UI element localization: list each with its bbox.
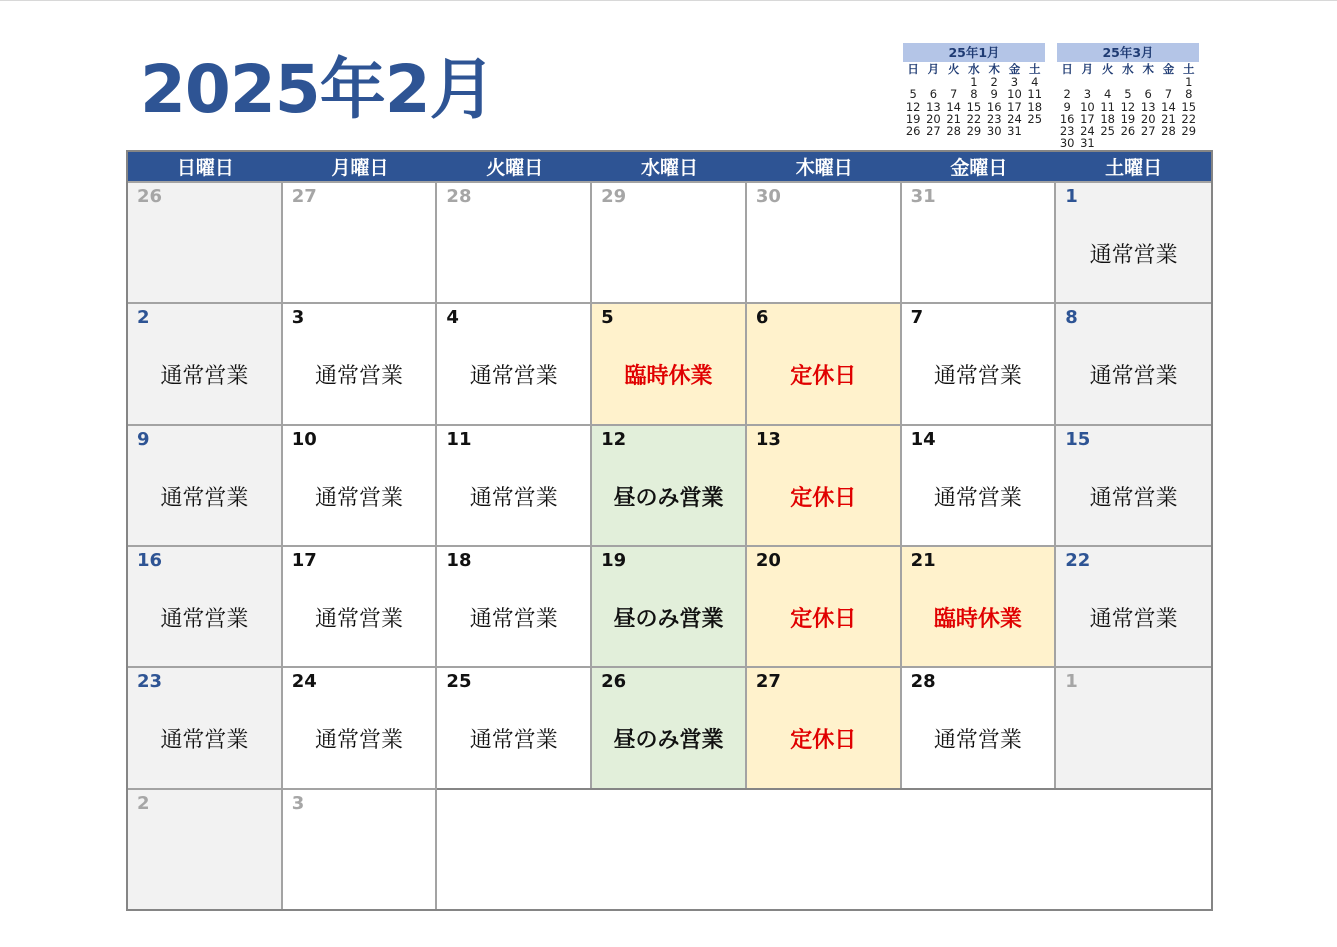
mini-day: 3 (1083, 87, 1092, 102)
day-cell[interactable] (128, 181, 283, 302)
business-status-label: 定休日 (790, 607, 857, 632)
mini-day: 4 (1104, 87, 1112, 102)
mini-day: 12 (905, 99, 921, 114)
mini-day (1025, 125, 1045, 137)
mini-day: 11 (1027, 87, 1043, 102)
day-number: 1 (1065, 671, 1078, 693)
weekday-header-wed: 水曜日 (592, 152, 747, 181)
mini-weekday-label: 月 (1081, 62, 1094, 76)
day-number: 22 (1065, 550, 1091, 571)
day-number: 4 (446, 307, 459, 329)
day-cell[interactable] (1056, 181, 1211, 302)
mini-day: 28 (1161, 124, 1176, 139)
mini-weekday-label: 水 (968, 62, 980, 76)
mini-day (1179, 137, 1199, 149)
mini-day: 10 (1007, 87, 1022, 102)
day-number: 7 (910, 307, 924, 329)
day-number: 30 (755, 186, 781, 207)
mini-day: 27 (926, 124, 941, 139)
day-cell[interactable] (437, 424, 592, 545)
day-number: 3 (291, 792, 305, 814)
mini-day: 14 (1161, 99, 1176, 114)
mini-weekday-label: 日 (1061, 62, 1073, 76)
business-status-label: 通常営業 (469, 364, 558, 390)
business-status-label: 通常営業 (1089, 485, 1178, 511)
mini-day: 20 (1140, 111, 1156, 126)
mini-day: 17 (1007, 99, 1022, 114)
day-cell[interactable] (437, 181, 592, 302)
day-cell[interactable] (128, 545, 283, 666)
mini-weekday-label: 土 (1182, 62, 1195, 76)
mini-day: 19 (1120, 111, 1136, 126)
day-number: 28 (446, 186, 472, 207)
day-number: 31 (910, 186, 936, 207)
day-cell[interactable] (128, 424, 283, 545)
mini-day: 28 (946, 124, 961, 139)
mini-calendar-grid (903, 62, 1045, 137)
day-number: 14 (910, 428, 936, 450)
mini-day: 22 (966, 111, 982, 126)
mini-day: 30 (986, 124, 1002, 139)
business-status-label: 定休日 (790, 485, 857, 511)
business-status-label: 通常営業 (1089, 243, 1178, 268)
day-cell[interactable] (283, 181, 438, 302)
mini-day: 24 (1007, 111, 1022, 126)
business-status-label: 通常営業 (469, 607, 558, 632)
business-status-label: 昼のみ営業 (613, 485, 724, 511)
mini-day: 2 (990, 75, 998, 89)
mini-weekday-label: 金 (1162, 62, 1175, 76)
mini-day: 26 (1120, 124, 1136, 139)
weekday-header-tue: 火曜日 (437, 152, 592, 181)
mini-day: 13 (926, 99, 941, 114)
day-cell[interactable] (1056, 424, 1211, 545)
mini-day: 31 (1007, 124, 1022, 139)
mini-calendar-title: 25年3月 (1057, 43, 1199, 62)
business-status-label: 臨時休業 (624, 364, 713, 390)
business-status-label: 通常営業 (160, 728, 249, 754)
day-cell[interactable] (283, 788, 438, 909)
mini-day: 6 (929, 87, 938, 102)
day-cell[interactable] (1056, 545, 1211, 666)
mini-day: 13 (1140, 99, 1156, 114)
business-status-label: 通常営業 (1089, 607, 1178, 632)
mini-day: 18 (1100, 111, 1115, 126)
weekday-header-mon: 月曜日 (283, 152, 438, 181)
day-cell[interactable] (747, 181, 902, 302)
mini-day: 1 (1185, 75, 1193, 89)
day-cell[interactable] (283, 545, 438, 666)
day-cell[interactable] (592, 666, 747, 787)
mini-weekday-label: 火 (947, 62, 960, 76)
mini-day: 7 (950, 87, 958, 102)
weekday-header-sun: 日曜日 (128, 152, 283, 181)
day-number: 12 (601, 428, 627, 450)
mini-day (1098, 137, 1118, 149)
day-cell[interactable] (747, 424, 902, 545)
business-status-label: 通常営業 (1089, 364, 1178, 390)
business-status-label: 定休日 (790, 728, 857, 754)
mini-calendar-title: 25年1月 (903, 43, 1045, 62)
day-cell[interactable] (1056, 302, 1211, 423)
day-number: 11 (446, 428, 472, 450)
day-cell[interactable] (283, 666, 438, 787)
mini-weekday-label: 土 (1028, 62, 1041, 76)
day-number: 1 (1065, 186, 1078, 207)
mini-day: 9 (1063, 99, 1071, 114)
mini-day: 21 (946, 111, 961, 126)
mini-day: 16 (986, 99, 1002, 114)
mini-day: 25 (1100, 124, 1115, 139)
mini-calendar-next-month (1057, 43, 1199, 150)
top-divider (0, 0, 1337, 1)
day-number: 28 (910, 671, 936, 693)
mini-weekday-label: 水 (1122, 62, 1134, 76)
business-status-label: 通常営業 (933, 728, 1022, 754)
day-cell[interactable] (747, 545, 902, 666)
mini-weekday-label: 月 (927, 62, 940, 76)
mini-day: 12 (1120, 99, 1136, 114)
day-cell[interactable] (747, 302, 902, 423)
day-number: 10 (291, 428, 317, 450)
business-status-label: 通常営業 (315, 607, 404, 632)
day-cell[interactable] (592, 545, 747, 666)
mini-day: 9 (990, 87, 998, 102)
mini-day: 8 (970, 87, 978, 102)
business-status-label: 通常営業 (933, 364, 1022, 390)
day-cell[interactable] (1056, 666, 1211, 787)
day-cell[interactable] (437, 302, 592, 423)
mini-day: 11 (1100, 99, 1115, 114)
day-number: 8 (1065, 307, 1078, 329)
mini-day: 30 (1059, 136, 1075, 151)
business-status-label: 昼のみ営業 (613, 728, 724, 754)
day-cell[interactable] (902, 424, 1057, 545)
day-number: 19 (601, 550, 627, 571)
day-cell[interactable] (128, 788, 283, 909)
mini-day: 16 (1059, 111, 1075, 126)
day-number: 3 (291, 307, 305, 329)
mini-day: 29 (966, 124, 982, 139)
day-cell[interactable] (128, 666, 283, 787)
day-number: 13 (755, 428, 781, 450)
day-number: 29 (601, 186, 627, 207)
mini-weekday-label: 木 (988, 62, 1000, 76)
day-cell[interactable] (902, 181, 1057, 302)
day-cell[interactable] (902, 545, 1057, 666)
day-cell[interactable] (283, 302, 438, 423)
page-title: 2025年2月 (140, 51, 495, 128)
mini-day: 31 (1080, 136, 1095, 151)
business-status-label: 通常営業 (315, 728, 404, 754)
mini-weekday-label: 日 (907, 62, 919, 76)
day-number: 6 (755, 307, 769, 329)
mini-day: 24 (1080, 124, 1095, 139)
mini-day: 15 (1181, 99, 1197, 114)
month-calendar-grid (126, 150, 1213, 911)
mini-day: 2 (1063, 87, 1071, 102)
day-cell[interactable] (592, 424, 747, 545)
mini-day: 27 (1140, 124, 1156, 139)
day-cell[interactable] (902, 666, 1057, 787)
mini-day (1138, 137, 1158, 149)
mini-calendar-prev-month (903, 43, 1045, 137)
business-status-label: 通常営業 (315, 364, 404, 390)
day-number: 26 (601, 671, 627, 693)
day-number: 18 (446, 550, 472, 571)
day-number: 9 (137, 428, 150, 450)
mini-day: 29 (1181, 124, 1197, 139)
mini-day: 15 (966, 99, 982, 114)
day-number: 27 (755, 671, 781, 693)
mini-day: 1 (970, 75, 978, 89)
mini-day: 23 (986, 111, 1002, 126)
day-number: 2 (137, 792, 150, 814)
mini-day: 6 (1144, 87, 1152, 102)
day-number: 27 (291, 186, 317, 207)
weekday-header-thu: 木曜日 (747, 152, 902, 181)
empty-area (437, 788, 1211, 909)
day-number: 21 (910, 550, 936, 571)
weekday-header-fri: 金曜日 (902, 152, 1057, 181)
mini-day: 20 (926, 111, 941, 126)
day-cell[interactable] (283, 424, 438, 545)
day-cell[interactable] (592, 302, 747, 423)
business-status-label: 通常営業 (469, 485, 558, 511)
day-cell[interactable] (128, 302, 283, 423)
day-number: 17 (291, 550, 317, 571)
day-number: 20 (755, 550, 781, 571)
mini-weekday-label: 金 (1008, 62, 1021, 76)
mini-day (1158, 137, 1178, 149)
business-status-label: 通常営業 (160, 607, 249, 632)
business-status-label: 通常営業 (469, 728, 558, 754)
day-number: 16 (137, 550, 163, 571)
mini-day: 19 (905, 111, 921, 126)
mini-day: 3 (1010, 75, 1019, 89)
business-status-label: 定休日 (790, 364, 857, 390)
business-status-label: 通常営業 (160, 485, 249, 511)
weekday-header-sat: 土曜日 (1056, 152, 1211, 181)
day-number: 23 (137, 671, 163, 693)
mini-day: 18 (1027, 99, 1043, 114)
mini-day: 5 (1124, 87, 1132, 102)
mini-day: 4 (1031, 75, 1039, 89)
day-number: 26 (137, 186, 163, 207)
mini-day: 26 (905, 124, 921, 139)
mini-day (1118, 137, 1138, 149)
day-number: 24 (291, 671, 317, 693)
mini-day: 25 (1027, 111, 1043, 126)
mini-calendar-grid (1057, 62, 1199, 150)
business-status-label: 通常営業 (933, 485, 1022, 511)
day-number: 2 (137, 307, 150, 329)
mini-day: 14 (946, 99, 961, 114)
day-cell[interactable] (592, 181, 747, 302)
business-status-label: 臨時休業 (933, 607, 1022, 632)
mini-day: 10 (1080, 99, 1095, 114)
day-cell[interactable] (437, 666, 592, 787)
mini-weekday-label: 火 (1101, 62, 1114, 76)
mini-day: 7 (1164, 87, 1173, 102)
mini-day: 8 (1185, 87, 1193, 102)
business-status-label: 昼のみ営業 (613, 607, 724, 632)
day-cell[interactable] (902, 302, 1057, 423)
day-number: 15 (1065, 428, 1091, 450)
day-number: 5 (601, 307, 614, 329)
mini-day: 17 (1080, 111, 1095, 126)
mini-day: 5 (909, 87, 917, 102)
mini-weekday-label: 木 (1142, 62, 1154, 76)
day-cell[interactable] (747, 666, 902, 787)
day-cell[interactable] (437, 545, 592, 666)
business-status-label: 通常営業 (315, 485, 404, 511)
mini-day: 21 (1161, 111, 1176, 126)
mini-day: 23 (1059, 124, 1075, 139)
day-number: 25 (446, 671, 472, 693)
business-status-label: 通常営業 (160, 364, 249, 390)
mini-day: 22 (1181, 111, 1197, 126)
